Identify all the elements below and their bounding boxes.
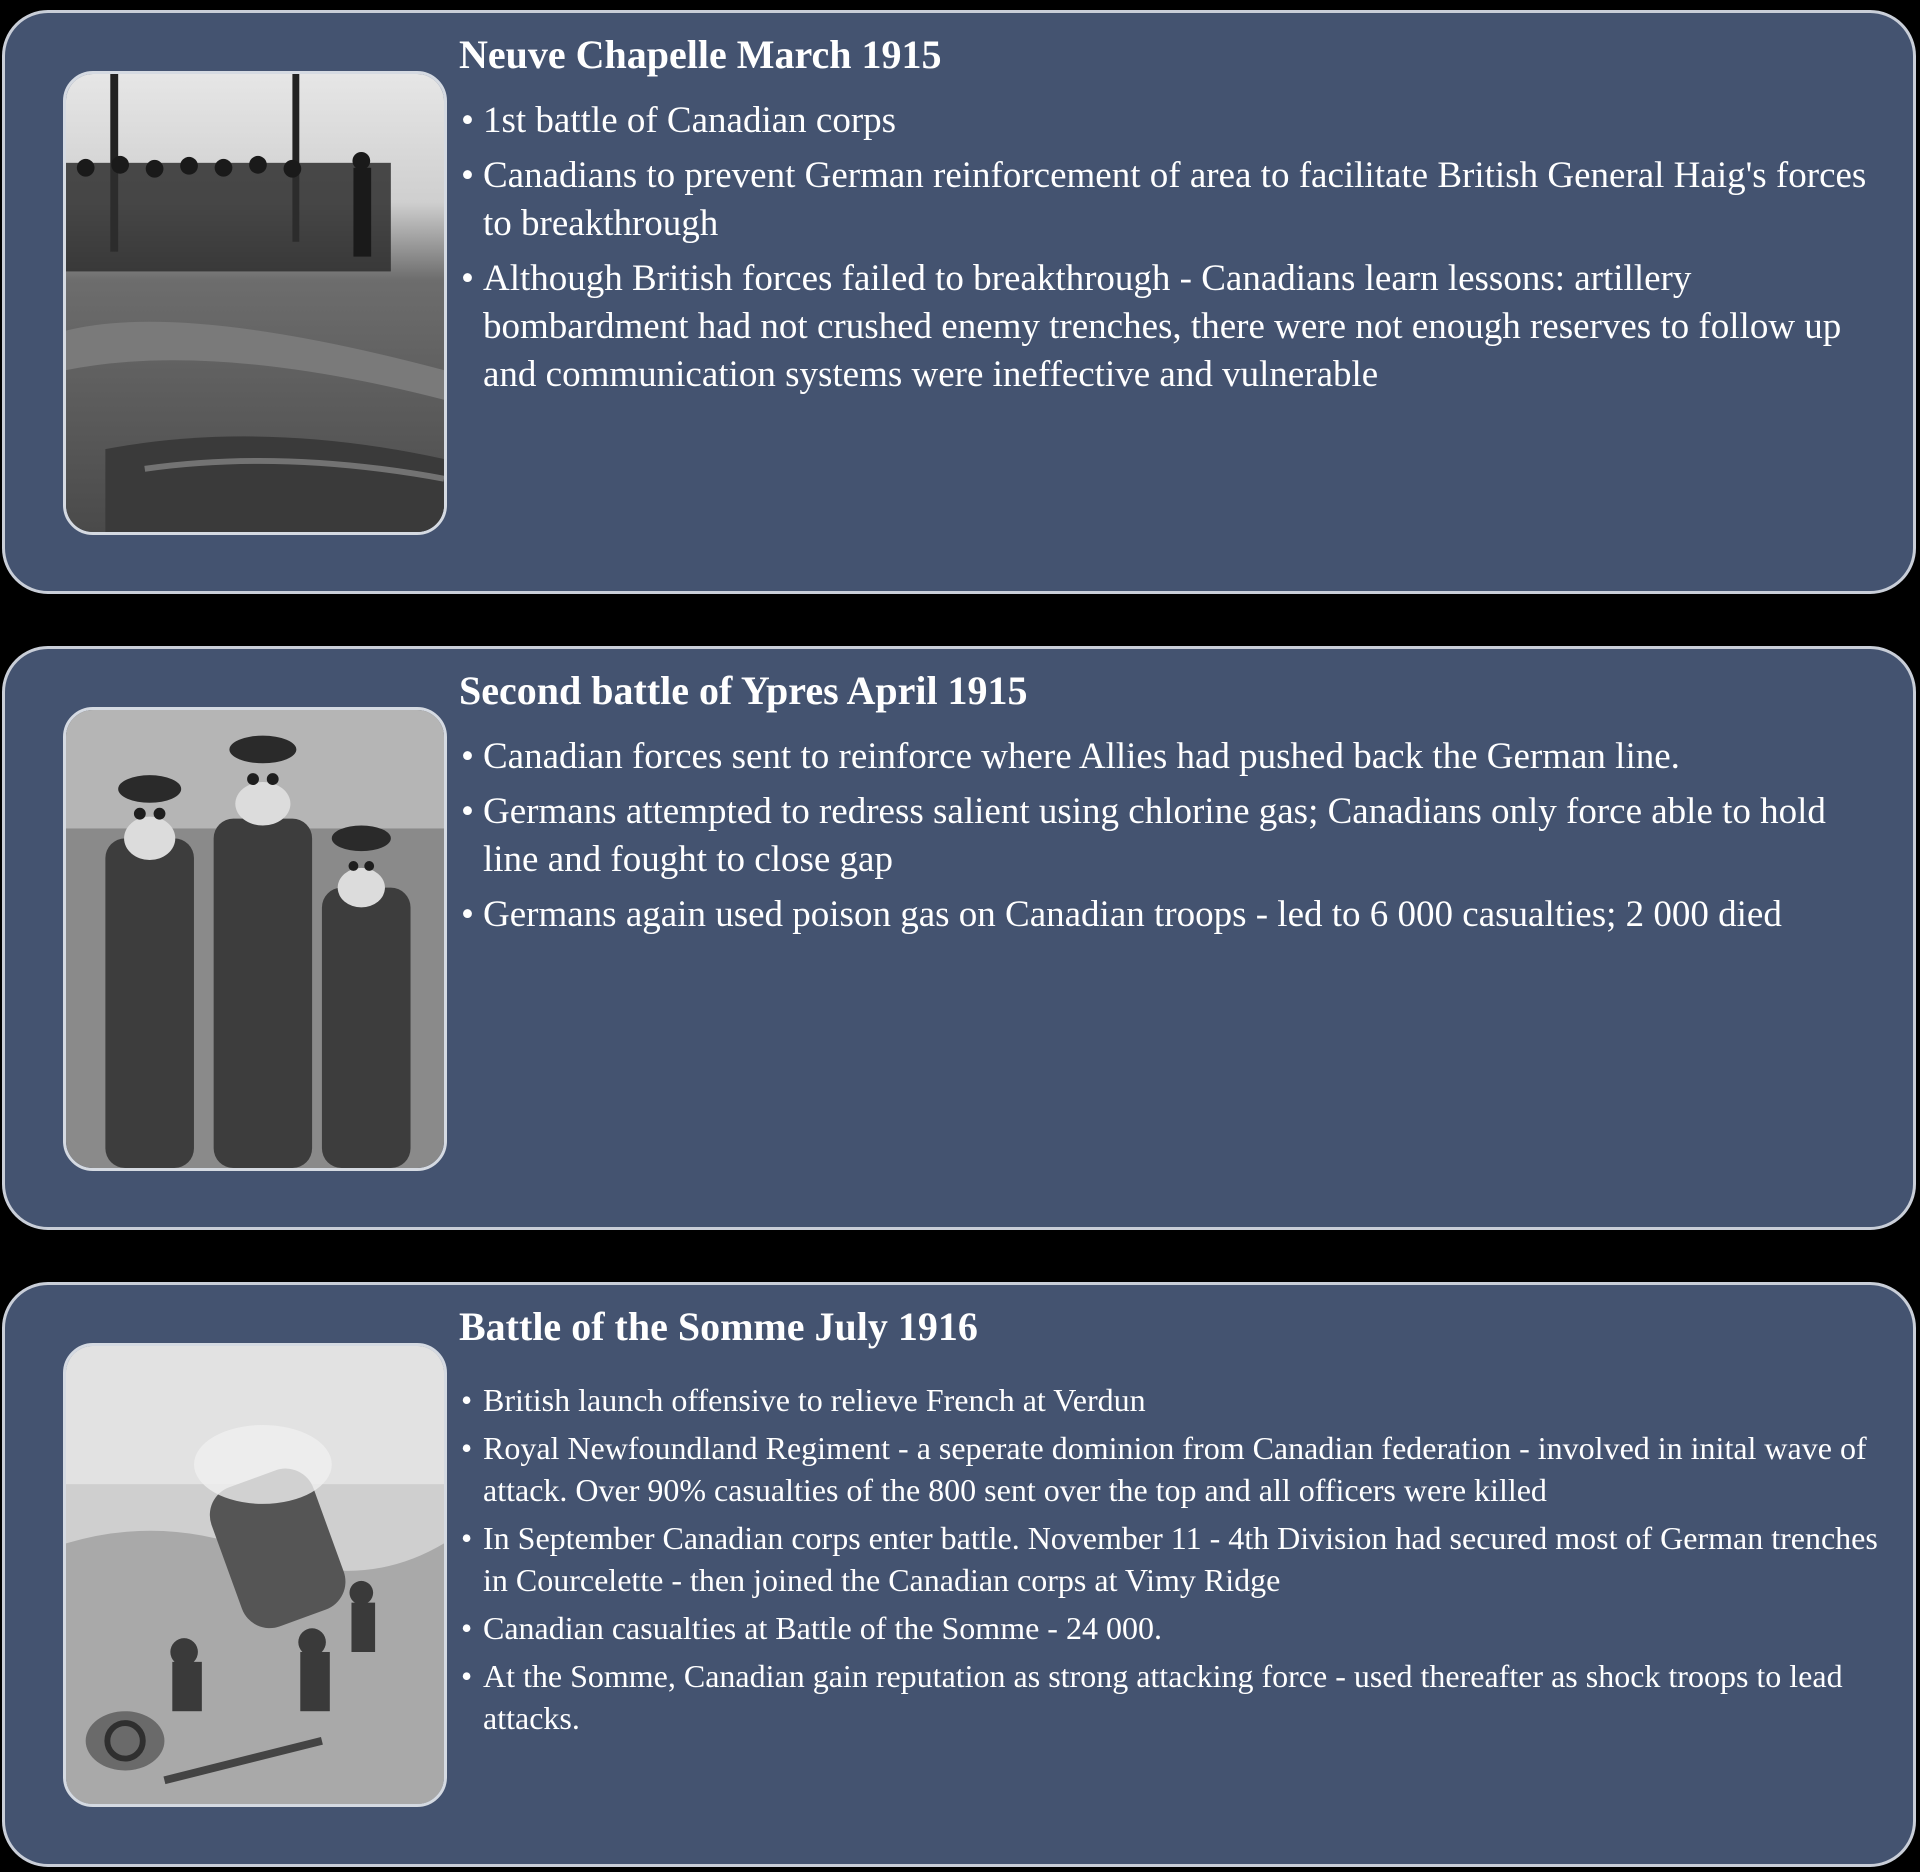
bullet-item: • Canadian casualties at Battle of the Somme - 24 000. — [461, 1607, 1881, 1649]
section-title: Battle of the Somme July 1916 — [459, 1304, 978, 1349]
battle-illustration-image — [66, 1346, 444, 1804]
section-card-second-ypres — [2, 646, 1916, 1230]
bullet-item: • Germans again used poison gas on Canadian troops - led to 6 000 casualties; 2 000 died — [461, 891, 1881, 939]
bullet-item: • Canadian forces sent to reinforce where Allies had pushed back the German line. — [461, 733, 1881, 781]
bullet-list — [461, 1379, 1881, 1745]
bullet-item: • Royal Newfoundland Regiment - a seperate dominion from Canadian federation - involved in inital wave of attack. Over 90% casualties of the 800 sent over the top and all officers were killed — [461, 1427, 1881, 1511]
neuve-chapelle-photo — [63, 71, 447, 535]
bullet-item: • In September Canadian corps enter battle. November 11 - 4th Division had secured most of German trenches in Courcelette - then joined the Canadian corps at Vimy Ridge — [461, 1517, 1881, 1601]
bullet-item: • 1st battle of Canadian corps — [461, 97, 1881, 145]
bullet-item: • British launch offensive to relieve French at Verdun — [461, 1379, 1881, 1421]
section-card-somme — [2, 1282, 1916, 1867]
section-title: Neuve Chapelle March 1915 — [459, 32, 942, 77]
bullet-item: • Germans attempted to redress salient using chlorine gas; Canadians only force able to hold line and fought to close gap — [461, 788, 1881, 884]
bullet-item: • At the Somme, Canadian gain reputation as strong attacking force - used thereafter as shock troops to lead attacks. — [461, 1655, 1881, 1739]
bullet-list — [461, 733, 1881, 946]
bullet-list — [461, 97, 1881, 406]
gas-mask-soldiers-photo-image — [66, 710, 444, 1168]
soldiers-field-photo-image — [66, 74, 444, 532]
second-ypres-photo — [63, 707, 447, 1171]
bullet-item: • Canadians to prevent German reinforcement of area to facilitate British General Haig's forces to breakthrough — [461, 152, 1881, 248]
bullet-item: • Although British forces failed to breakthrough - Canadians learn lessons: artillery bombardment had not crushed enemy trenches, there were not enough reserves to follow up and communication systems were ineffective and vulnerable — [461, 255, 1881, 399]
section-card-neuve-chapelle — [2, 10, 1916, 594]
somme-illustration — [63, 1343, 447, 1807]
section-title: Second battle of Ypres April 1915 — [459, 668, 1028, 713]
